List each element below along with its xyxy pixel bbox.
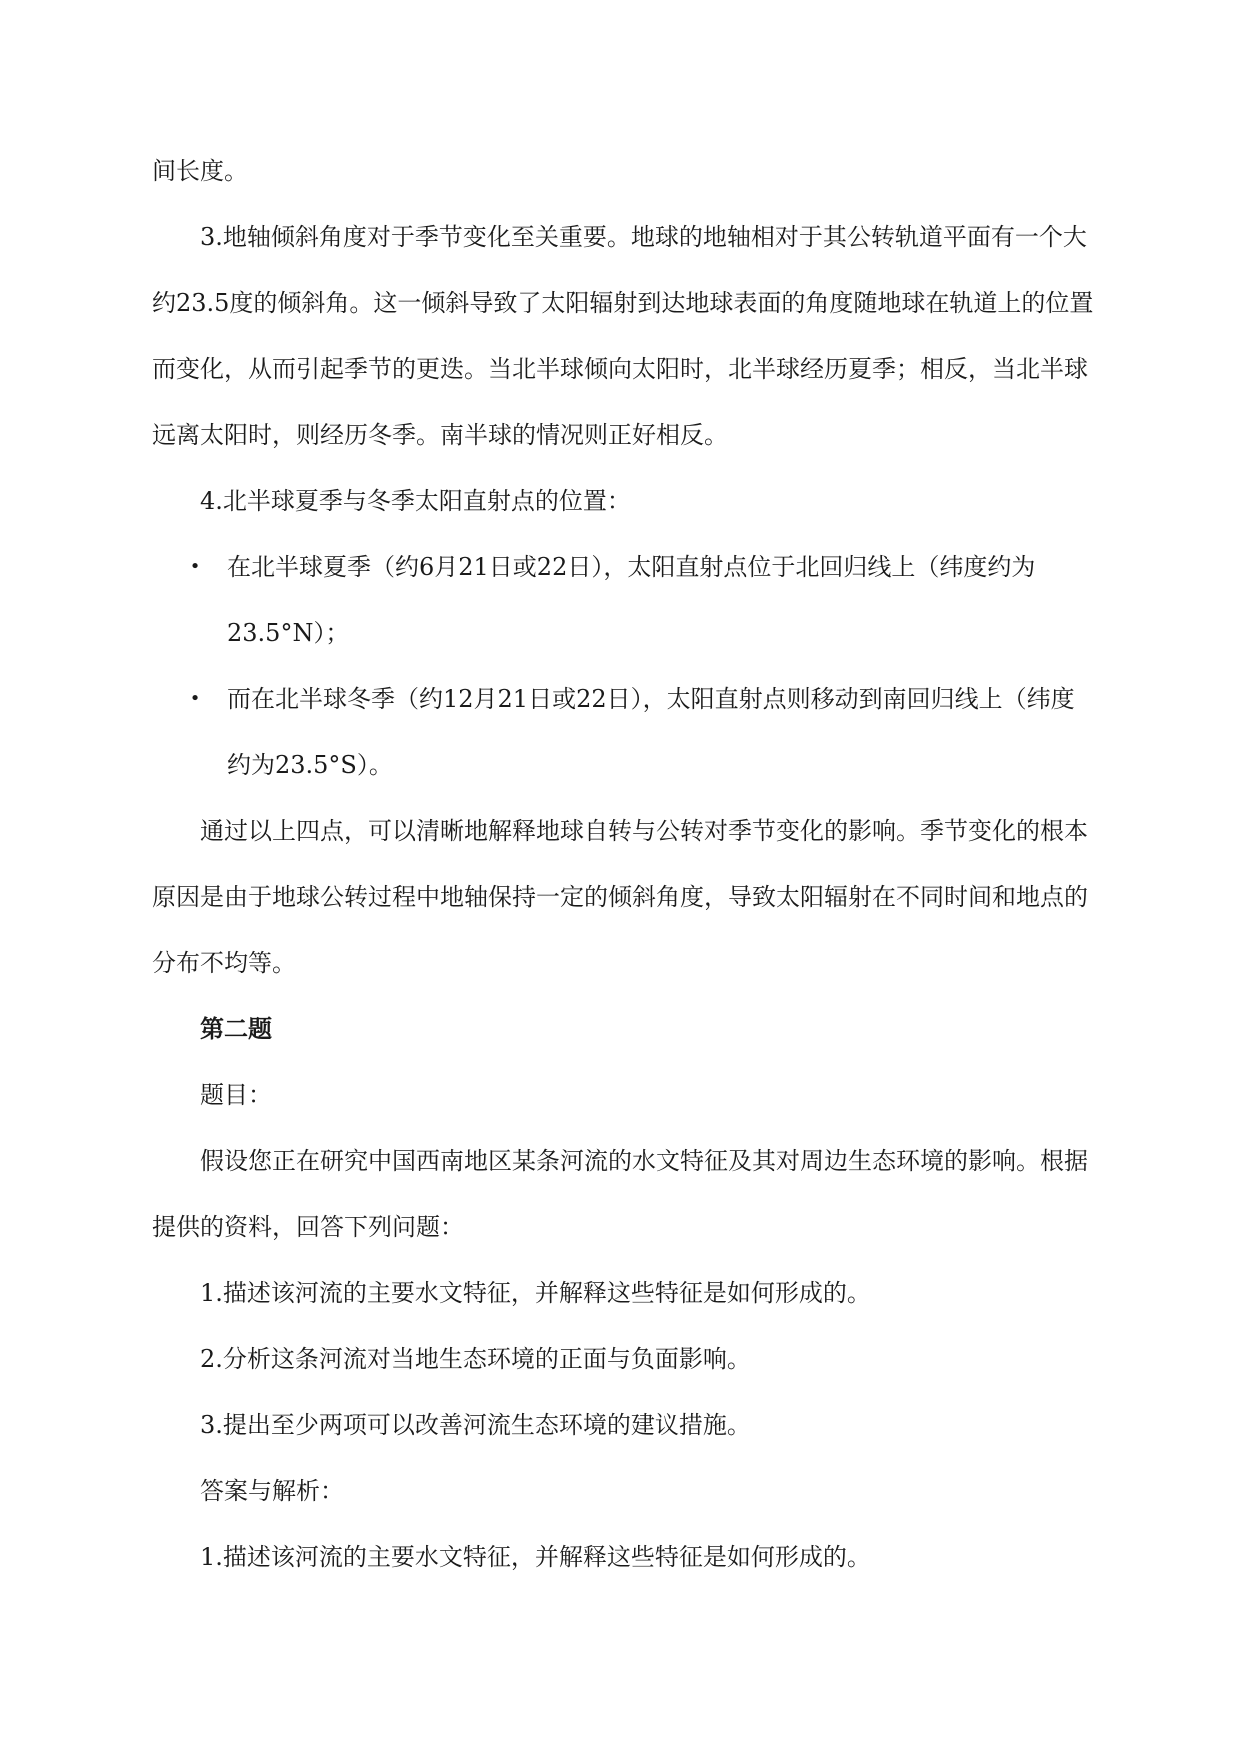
question-3: 3.提出至少两项可以改善河流生态环境的建议措施。 — [200, 1411, 751, 1439]
section-heading: 第二题 — [200, 1014, 272, 1043]
bullet-item-summer — [152, 534, 1097, 666]
question-1: 1.描述该河流的主要水文特征，并解释这些特征是如何形成的。 — [200, 1279, 871, 1307]
paragraph-point-4: 4.北半球夏季与冬季太阳直射点的位置： — [200, 487, 631, 515]
paragraph-summary: 通过以上四点，可以清晰地解释地球自转与公转对季节变化的影响。季节变化的根本原因是由于地球公转过程中地轴保持一定的倾斜角度，导致太阳辐射在不同时间和地点的分布不均等。 — [152, 817, 1088, 977]
bullet-text: 而在北半球冬季（约12月21日或22日），太阳直射点则移动到南回归线上（纬度约为23.5°S）。 — [227, 685, 1075, 779]
bullet-item-winter — [152, 666, 1097, 798]
answer-label: 答案与解析： — [200, 1477, 344, 1505]
document-body — [152, 138, 1097, 1590]
topic-label: 题目： — [200, 1081, 272, 1109]
question-intro: 假设您正在研究中国西南地区某条河流的水文特征及其对周边生态环境的影响。根据提供的资料，回答下列问题： — [152, 1147, 1088, 1241]
bullet-icon: • — [189, 688, 201, 709]
answer-1: 1.描述该河流的主要水文特征，并解释这些特征是如何形成的。 — [200, 1543, 871, 1571]
bullet-text: 在北半球夏季（约6月21日或22日），太阳直射点位于北回归线上（纬度约为23.5°N）； — [227, 553, 1036, 647]
question-2: 2.分析这条河流对当地生态环境的正面与负面影响。 — [200, 1345, 751, 1373]
paragraph-point-3: 3.地轴倾斜角度对于季节变化至关重要。地球的地轴相对于其公转轨道平面有一个大约23.5度的倾斜角。这一倾斜导致了太阳辐射到达地球表面的角度随地球在轨道上的位置而变化，从而引起季节的更迭。当北半球倾向太阳时，北半球经历夏季；相反，当北半球远离太阳时，则经历冬季。南半球的情况则正好相反。 — [152, 223, 1094, 449]
paragraph-continuation: 间长度。 — [152, 157, 248, 185]
bullet-icon: • — [189, 556, 201, 577]
